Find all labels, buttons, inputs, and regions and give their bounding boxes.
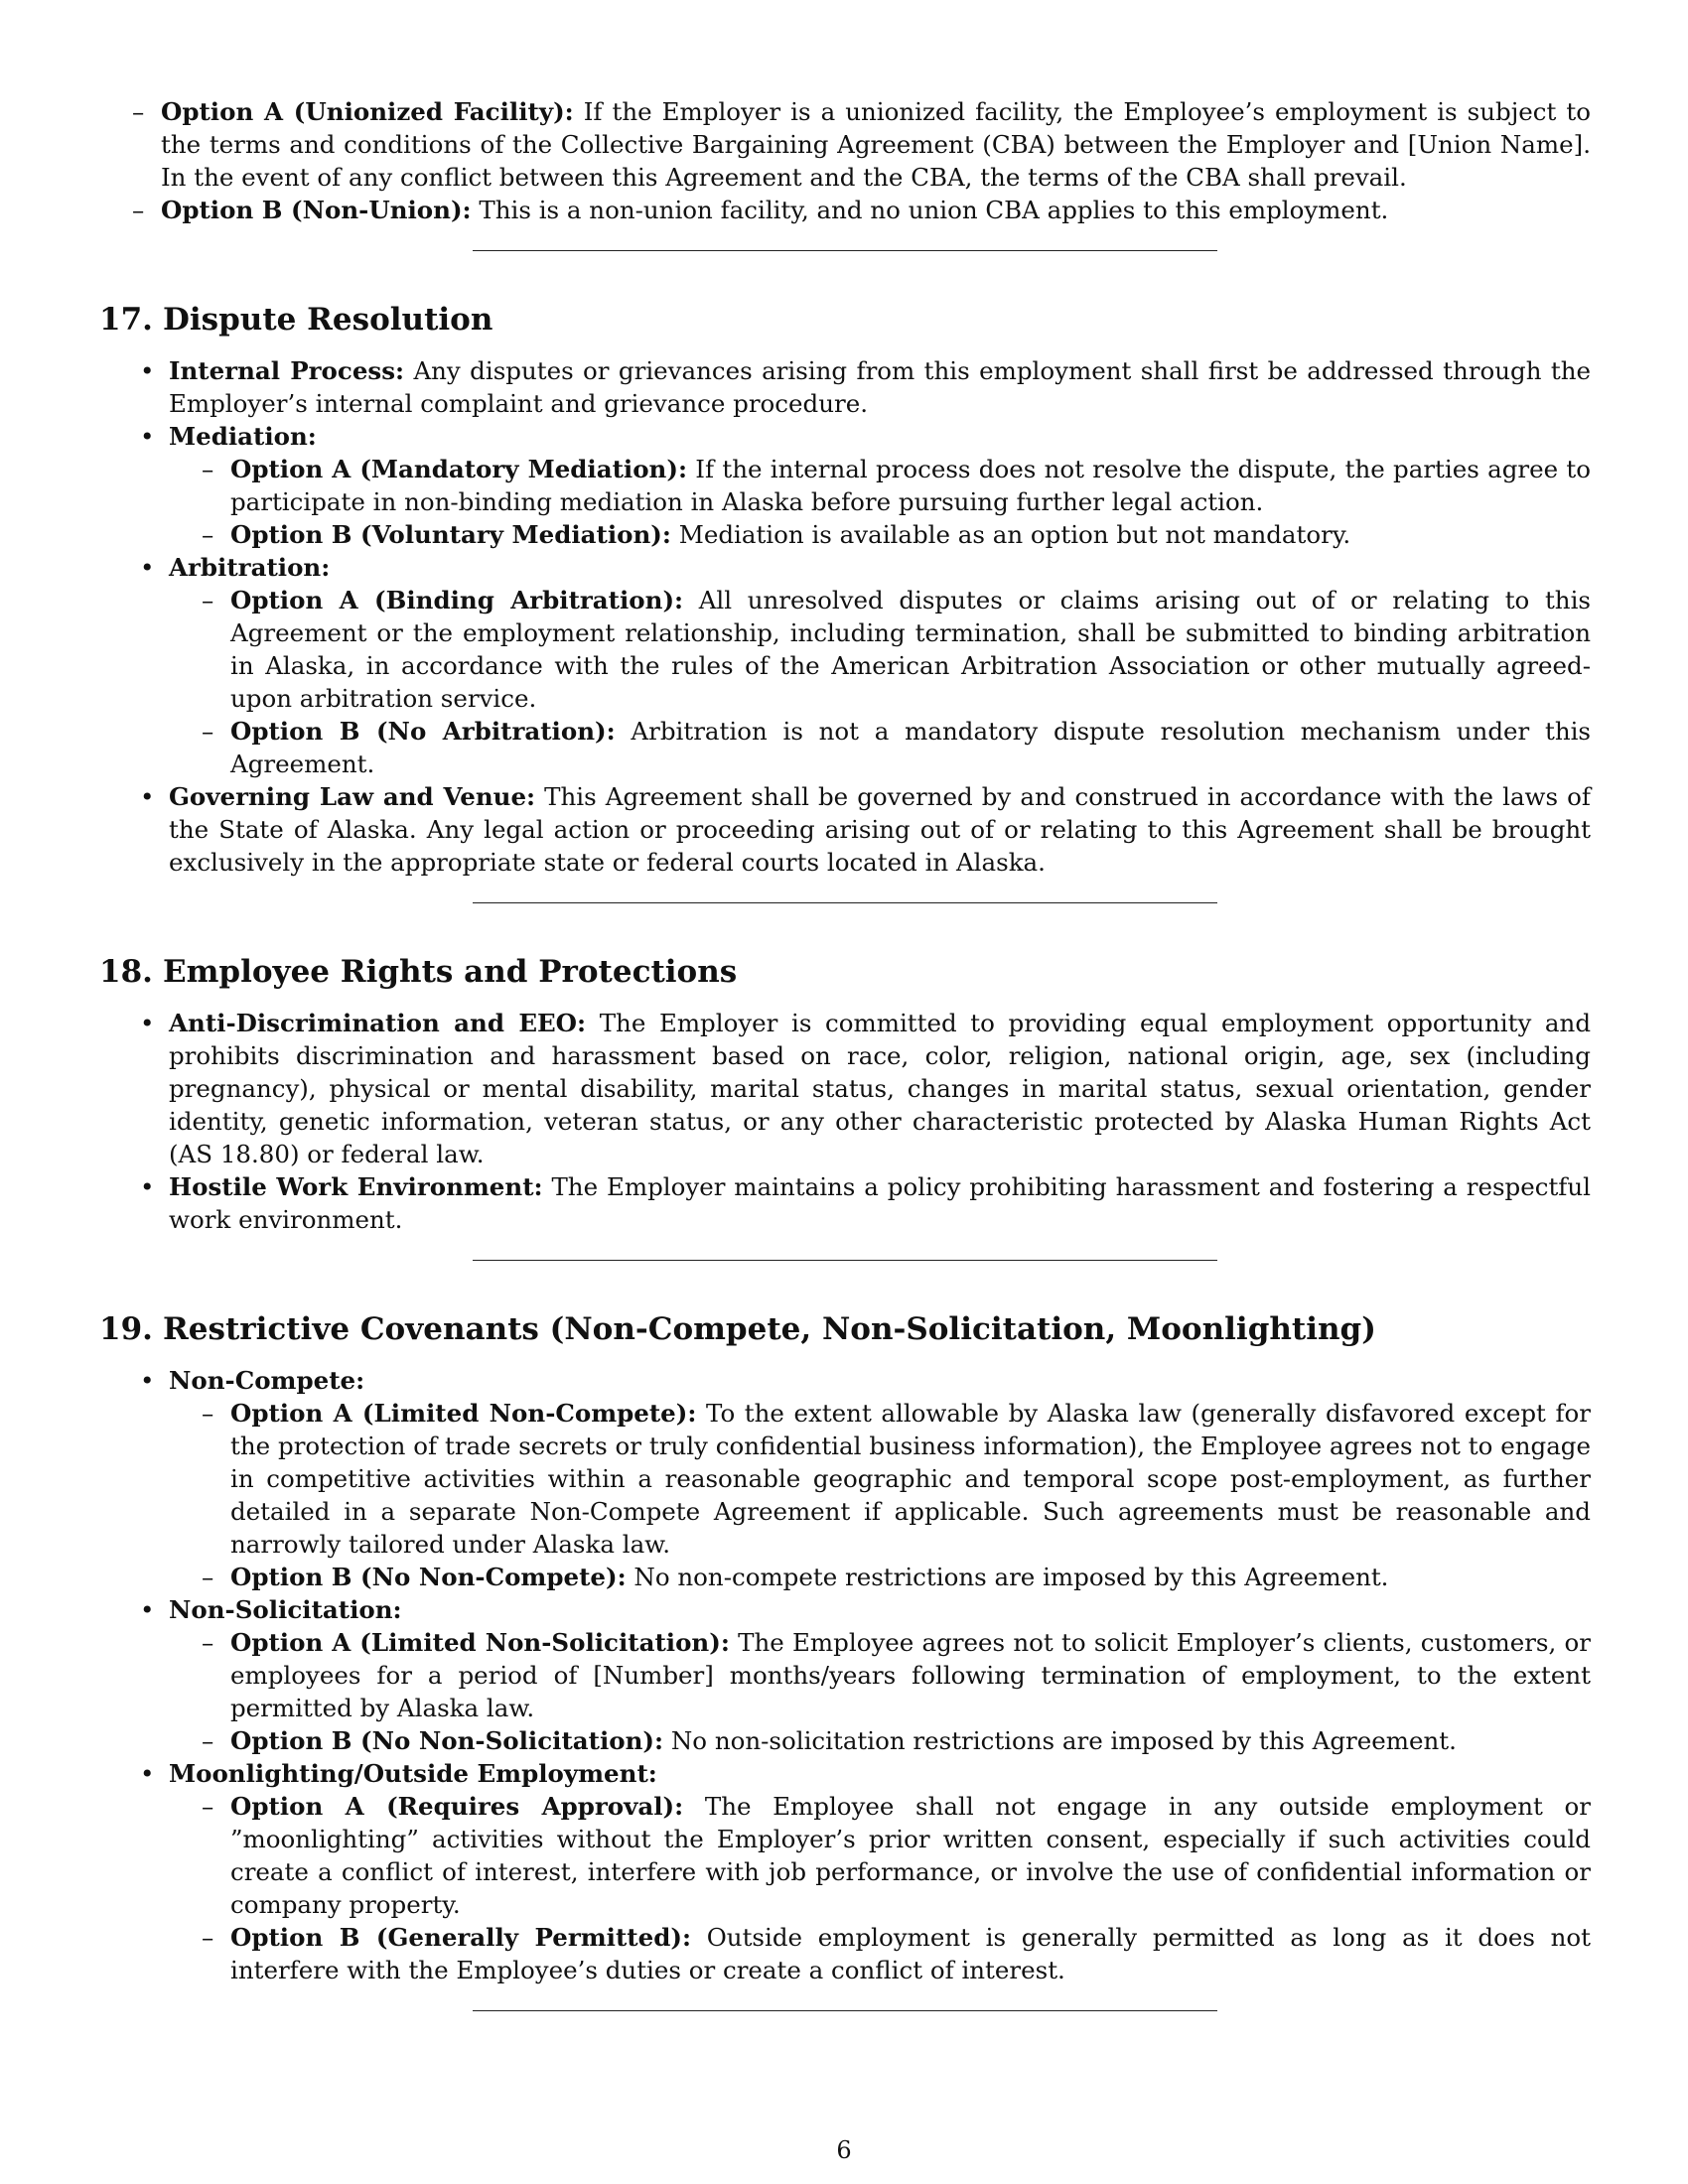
section-heading-19: 19. Restrictive Covenants (Non-Compete, Non-Solicitation, Moonlighting) <box>99 1311 1376 1347</box>
section-17-list <box>99 354 1591 879</box>
list-item: • Mediation: – Option A (Mandatory Mediation): If the internal process does not resolve the dispute, the parties agree to participate in non-binding mediation in Alaska before pursuing further legal action. – Option B (Voluntary Mediation): Mediation is available as an option but not mandatory. <box>169 420 1591 551</box>
list-item: – Option B (Non-Union): This is a non-union facility, and no union CBA applies to this employment. <box>161 194 1591 226</box>
list-item: – Option B (Voluntary Mediation): Mediation is available as an option but not mandatory. <box>230 518 1591 551</box>
list-item: – Option A (Requires Approval): The Employee shall not engage in any outside employment or ”moonlighting” activities without the Employer’s prior written consent, especially if such activities could create a conflict of interest, interfere with job performance, or involve the use of confidential information or company property. <box>230 1790 1591 1921</box>
section-heading-17: 17. Dispute Resolution <box>99 302 493 338</box>
list-item: – Option B (No Arbitration): Arbitration is not a mandatory dispute resolution mechanism under this Agreement. <box>230 715 1591 780</box>
section-heading-18: 18. Employee Rights and Protections <box>99 954 738 990</box>
section-divider <box>473 250 1217 251</box>
section-19-list <box>99 1364 1591 1986</box>
list-item: • Non-Compete: – Option A (Limited Non-Compete): To the extent allowable by Alaska law (generally disfavored except for the protection of trade secrets or truly confidential business information), the Employee agrees not to engage in competitive activities within a reasonable geographic and temporal scope post-employment, as further detailed in a separate Non-Compete Agreement if applicable. Such agreements must be reasonable and narrowly tailored under Alaska law. – Option B (No Non-Compete): No non-compete restrictions are imposed by this Agreement. <box>169 1364 1591 1593</box>
list-item: • Moonlighting/Outside Employment: – Option A (Requires Approval): The Employee shall not engage in any outside employment or ”moonlighting” activities without the Employer’s prior written consent, especially if such activities could create a conflict of interest, interfere with job performance, or involve the use of confidential information or company property. – Option B (Generally Permitted): Outside employment is generally permitted as long as it does not interfere with the Employee’s duties or create a conflict of interest. <box>169 1757 1591 1986</box>
list-item: – Option A (Binding Arbitration): All unresolved disputes or claims arising out of or relating to this Agreement or the employment relationship, including termination, shall be submitted to binding arbitration in Alaska, in accordance with the rules of the American Arbitration Association or other mutually agreed-upon arbitration service. <box>230 584 1591 715</box>
list-item: • Anti-Discrimination and EEO: The Employer is committed to providing equal employment opportunity and prohibits discrimination and harassment based on race, color, religion, national origin, age, sex (including pregnancy), physical or mental disability, marital status, changes in marital status, sexual orientation, gender identity, genetic information, veteran status, or any other characteristic protected by Alaska Human Rights Act (AS 18.80) or federal law. <box>169 1007 1591 1170</box>
section-divider <box>473 2010 1217 2011</box>
list-item: • Hostile Work Environment: The Employer maintains a policy prohibiting harassment and fostering a respectful work environment. <box>169 1170 1591 1236</box>
list-item: – Option A (Limited Non-Solicitation): The Employee agrees not to solicit Employer’s clients, customers, or employees for a period of [Number] months/years following termination of employment, to the extent permitted by Alaska law. <box>230 1626 1591 1724</box>
list-item: – Option B (No Non-Compete): No non-compete restrictions are imposed by this Agreement. <box>230 1561 1591 1593</box>
page-number: 6 <box>836 2136 852 2164</box>
list-item: • Arbitration: – Option A (Binding Arbitration): All unresolved disputes or claims arising out of or relating to this Agreement or the employment relationship, including termination, shall be submitted to binding arbitration in Alaska, in accordance with the rules of the American Arbitration Association or other mutually agreed-upon arbitration service. – Option B (No Arbitration): Arbitration is not a mandatory dispute resolution mechanism under this Agreement. <box>169 551 1591 780</box>
union-options-list <box>99 95 1591 226</box>
section-18-list <box>99 1007 1591 1236</box>
list-item: – Option B (Generally Permitted): Outside employment is generally permitted as long as it does not interfere with the Employee’s duties or create a conflict of interest. <box>230 1921 1591 1986</box>
section-divider <box>473 902 1217 903</box>
list-item: • Governing Law and Venue: This Agreement shall be governed by and construed in accordance with the laws of the State of Alaska. Any legal action or proceeding arising out of or relating to this Agreement shall be brought exclusively in the appropriate state or federal courts located in Alaska. <box>169 780 1591 879</box>
list-item: • Non-Solicitation: – Option A (Limited Non-Solicitation): The Employee agrees not to solicit Employer’s clients, customers, or employees for a period of [Number] months/years following termination of employment, to the extent permitted by Alaska law. – Option B (No Non-Solicitation): No non-solicitation restrictions are imposed by this Agreement. <box>169 1593 1591 1757</box>
section-divider <box>473 1260 1217 1261</box>
list-item: – Option A (Unionized Facility): If the Employer is a unionized facility, the Employee’s employment is subject to the terms and conditions of the Collective Bargaining Agreement (CBA) between the Employer and [Union Name]. In the event of any conflict between this Agreement and the CBA, the terms of the CBA shall prevail. <box>161 95 1591 194</box>
list-item: • Internal Process: Any disputes or grievances arising from this employment shall first be addressed through the Employer’s internal complaint and grievance procedure. <box>169 354 1591 420</box>
list-item: – Option A (Limited Non-Compete): To the extent allowable by Alaska law (generally disfavored except for the protection of trade secrets or truly confidential business information), the Employee agrees not to engage in competitive activities within a reasonable geographic and temporal scope post-employment, as further detailed in a separate Non-Compete Agreement if applicable. Such agreements must be reasonable and narrowly tailored under Alaska law. <box>230 1397 1591 1561</box>
document-page <box>99 95 1591 2011</box>
list-item: – Option B (No Non-Solicitation): No non-solicitation restrictions are imposed by this Agreement. <box>230 1724 1591 1757</box>
list-item: – Option A (Mandatory Mediation): If the internal process does not resolve the dispute, the parties agree to participate in non-binding mediation in Alaska before pursuing further legal action. <box>230 453 1591 518</box>
